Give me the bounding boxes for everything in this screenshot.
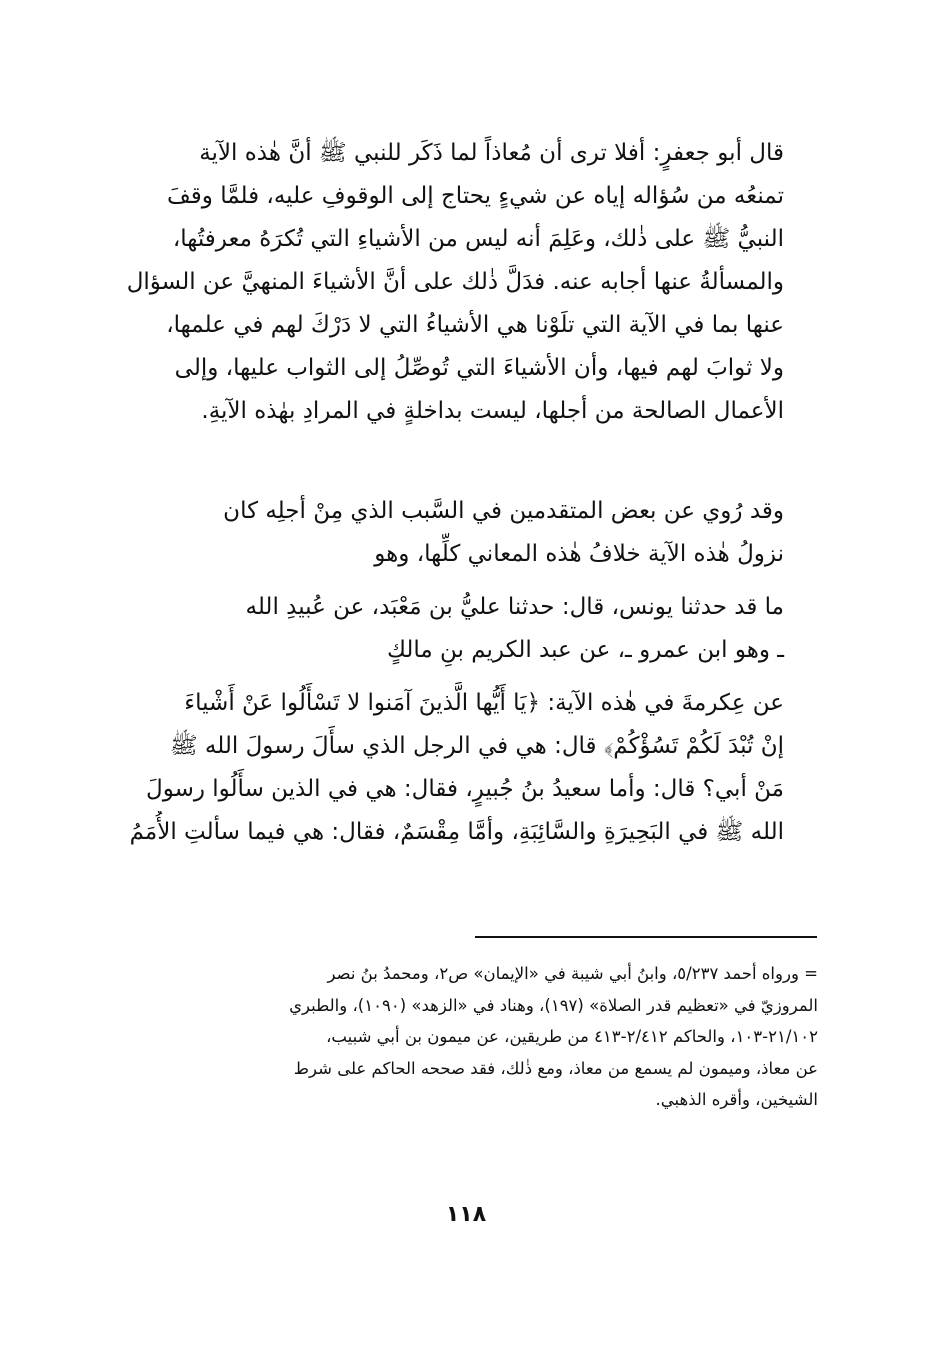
footnote-line: ٢١/١٠٢-١٠٣، والحاكم ٢/٤١٢-٤١٣ من طريقين، عن ميمون بن أبي شبيب، — [326, 1027, 818, 1046]
text-line: الله ﷺ في البَحِيرَةِ والسَّائِبَةِ، وأمَّا مِقْسَمٌ، فقال: هي فيما سألتِ الأُمَمُ — [129, 819, 784, 845]
text-line: وقد رُوي عن بعض المتقدمين في السَّبب الذي مِنْ أجلِه كان — [223, 498, 784, 524]
text-line: النبيُّ ﷺ على ذٰلك، وعَلِمَ أنه ليس من الأشياءِ التي تُكرَهُ معرفتُها، — [172, 226, 784, 252]
page-number: ١١٨ — [445, 1202, 487, 1227]
main-text — [100, 132, 818, 854]
text-line: ولا ثوابَ لهم فيها، وأن الأشياءَ التي تُوصِّلُ إلى الثواب عليها، وإلى — [174, 355, 784, 381]
paragraph-1 — [100, 132, 818, 476]
footnote-line: عن معاذ، وميمون لم يسمع من معاذ، ومع ذٰلك، فقد صححه الحاكم على شرط — [293, 1058, 818, 1078]
footnote — [100, 958, 818, 1116]
paragraph-2 — [100, 490, 818, 576]
text-line: نزولُ هٰذه الآية خلافُ هٰذه المعاني كلِّها، وهو — [374, 541, 784, 567]
text-line: ـ وهو ابن عمرو ـ، عن عبد الكريم بنِ مالكٍ — [386, 637, 784, 663]
paragraph-3 — [100, 586, 818, 672]
footnote-line: الشيخين، وأقره الذهبي. — [655, 1090, 818, 1109]
footnote-line: المروزيّ في «تعظيم قدر الصلاة» (١٩٧)، وهناد في «الزهد» (١٠٩٠)، والطبري — [289, 995, 818, 1015]
footnote-line: = ورواه أحمد ٥/٢٣٧، وابنُ أبي شيبة في «الإيمان» ص٢، ومحمدُ بنُ نصر — [327, 964, 818, 983]
text-line: الأعمال الصالحة من أجلها، ليست بداخلةٍ في المرادِ بهٰذه الآيةِ. — [201, 398, 784, 424]
text-line: إنْ تُبْدَ لَكُمْ تَسُؤْكُمْ﴾ قال: هي في الرجل الذي سأَلَ رسولَ الله ﷺ — [169, 733, 784, 759]
text-line: تمنعُه من سُؤاله إياه عن شيءٍ يحتاج إلى الوقوفِ عليه، فلمَّا وقفَ — [166, 183, 784, 209]
paragraph-4 — [100, 682, 818, 854]
text-line: عن عِكرمةَ في هٰذه الآية: ﴿يَا أَيُّها الَّذينَ آمَنوا لا تَسْأَلُوا عَنْ أَشْياءَ — [184, 690, 784, 716]
text-line: مَنْ أبي؟ قال: وأما سعيدُ بنُ جُبيرٍ، فقال: هي في الذين سأَلُوا رسولَ — [146, 776, 784, 802]
text-line: ما قد حدثنا يونس، قال: حدثنا عليُّ بن مَعْبَد، عن عُبيدِ الله — [245, 594, 784, 620]
text-line: والمسألةُ عنها أجابه عنه. فدَلَّ ذٰلك على أنَّ الأشياءَ المنهيَّ عن السؤال — [126, 269, 784, 295]
text-line: عنها بما في الآية التي تلَوْنا هي الأشياءُ التي لا دَرْكَ لهم في علمها، — [166, 312, 784, 338]
text-line: قال أبو جعفرٍ: أفلا ترى أن مُعاذاً لما ذَكَر للنبي ﷺ أنَّ هٰذه الآية — [199, 140, 784, 166]
footnote-divider — [475, 936, 817, 938]
